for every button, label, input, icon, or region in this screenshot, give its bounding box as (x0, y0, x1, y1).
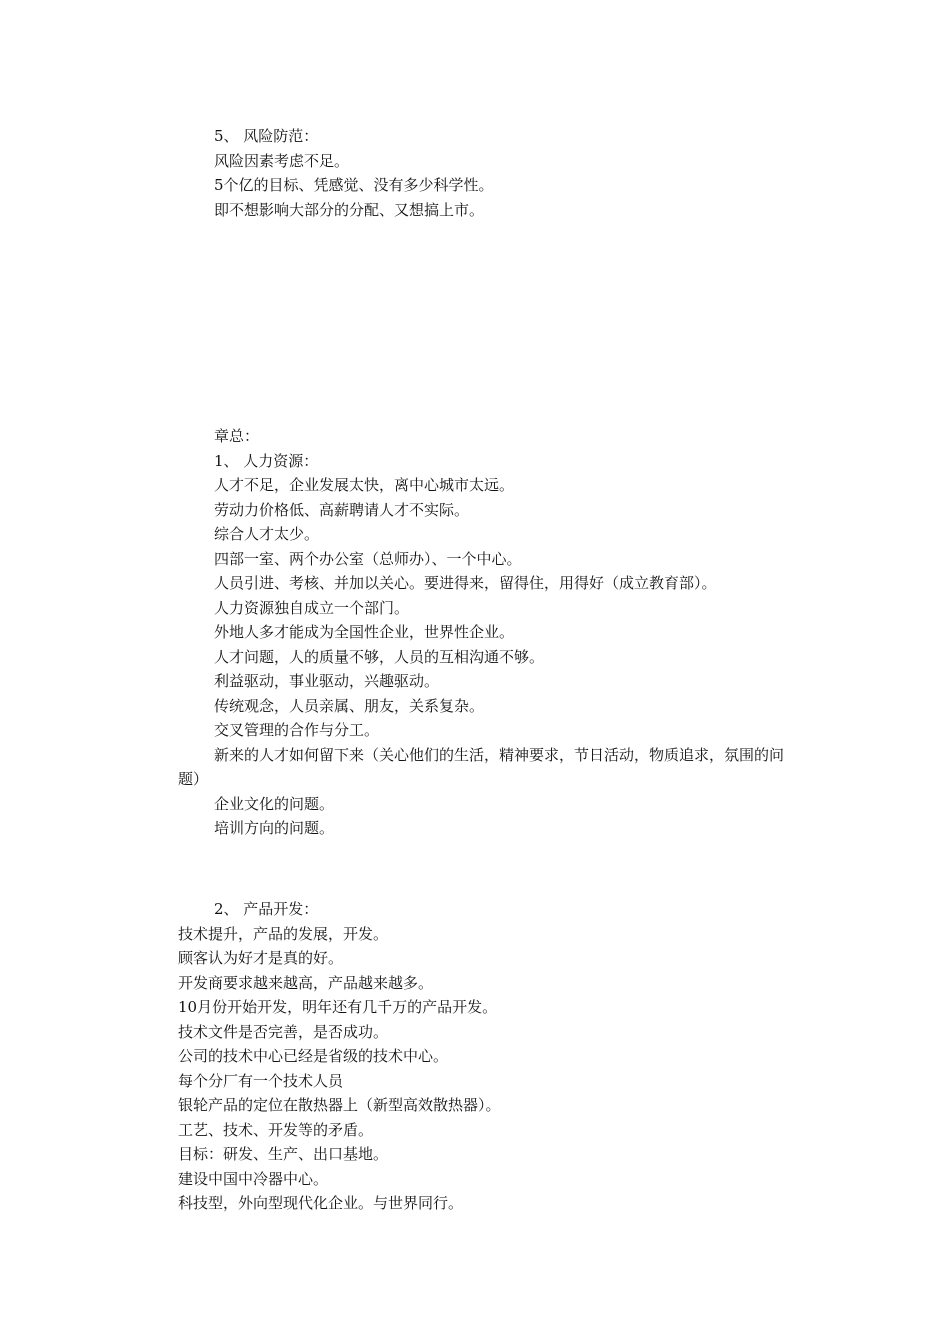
paragraph-line: 人力资源独自成立一个部门。 (214, 598, 410, 617)
paragraph-line: 工艺、技术、开发等的矛盾。 (178, 1120, 374, 1139)
section-risk-prevention (178, 124, 818, 222)
paragraph-line: 企业文化的问题。 (214, 794, 335, 813)
paragraph-line: 开发商要求越来越高，产品越来越多。 (178, 973, 434, 992)
paragraph-line: 技术文件是否完善，是否成功。 (178, 1022, 389, 1041)
paragraph-line: 交叉管理的合作与分工。 (214, 721, 380, 739)
paragraph-line: 风险因素考虑不足。 (214, 151, 350, 170)
section-heading: 2、 产品开发： (214, 900, 319, 918)
paragraph-line: 即不想影响大部分的分配、又想搞上市。 (214, 200, 485, 219)
paragraph-line: 人才问题，人的质量不够，人员的互相沟通不够。 (214, 647, 545, 666)
paragraph-line: 银轮产品的定位在散热器上（新型高效散热器）。 (178, 1096, 501, 1114)
speaker-heading: 章总： (214, 427, 260, 445)
paragraph-line: 人才不足，企业发展太快，离中心城市太远。 (214, 476, 515, 494)
section-heading: 5、 风险防范： (214, 127, 319, 145)
paragraph-line: 顾客认为好才是真的好。 (178, 949, 344, 967)
section-summary (178, 424, 818, 841)
paragraph-line: 人员引进、考核、并加以关心。要进得来，留得住，用得好（成立教育部）。 (214, 574, 717, 592)
paragraph-line: 劳动力价格低、高薪聘请人才不实际。 (214, 500, 470, 519)
section-heading: 1、 人力资源： (214, 451, 319, 470)
paragraph-line: 技术提升，产品的发展，开发。 (178, 924, 389, 943)
section-product-development (178, 897, 818, 1216)
paragraph-line: 四部一室、两个办公室（总师办）、一个中心。 (214, 549, 522, 568)
paragraph-line: 目标：研发、生产、出口基地。 (178, 1145, 389, 1163)
paragraph-line: 建设中国中冷器中心。 (178, 1169, 329, 1188)
paragraph-line: 外地人多才能成为全国性企业，世界性企业。 (214, 623, 515, 641)
paragraph-line: 传统观念，人员亲属、朋友，关系复杂。 (214, 696, 485, 715)
paragraph-line: 公司的技术中心已经是省级的技术中心。 (178, 1047, 449, 1065)
paragraph-line: 10月份开始开发，明年还有几千万的产品开发。 (178, 998, 498, 1016)
wrapped-paragraph: 新来的人才如何留下来（关心他们的生活，精神要求，节日活动，物质追求，氛围的问题） (178, 745, 785, 788)
paragraph-line: 科技型，外向型现代化企业。与世界同行。 (178, 1194, 464, 1212)
paragraph-line: 利益驱动，事业驱动，兴趣驱动。 (214, 672, 440, 690)
paragraph-line: 每个分厂有一个技术人员 (178, 1071, 344, 1090)
paragraph-line: 5个亿的目标、凭感觉、没有多少科学性。 (214, 176, 494, 194)
paragraph-line: 培训方向的问题。 (214, 819, 335, 837)
paragraph-line: 综合人才太少。 (214, 525, 320, 543)
